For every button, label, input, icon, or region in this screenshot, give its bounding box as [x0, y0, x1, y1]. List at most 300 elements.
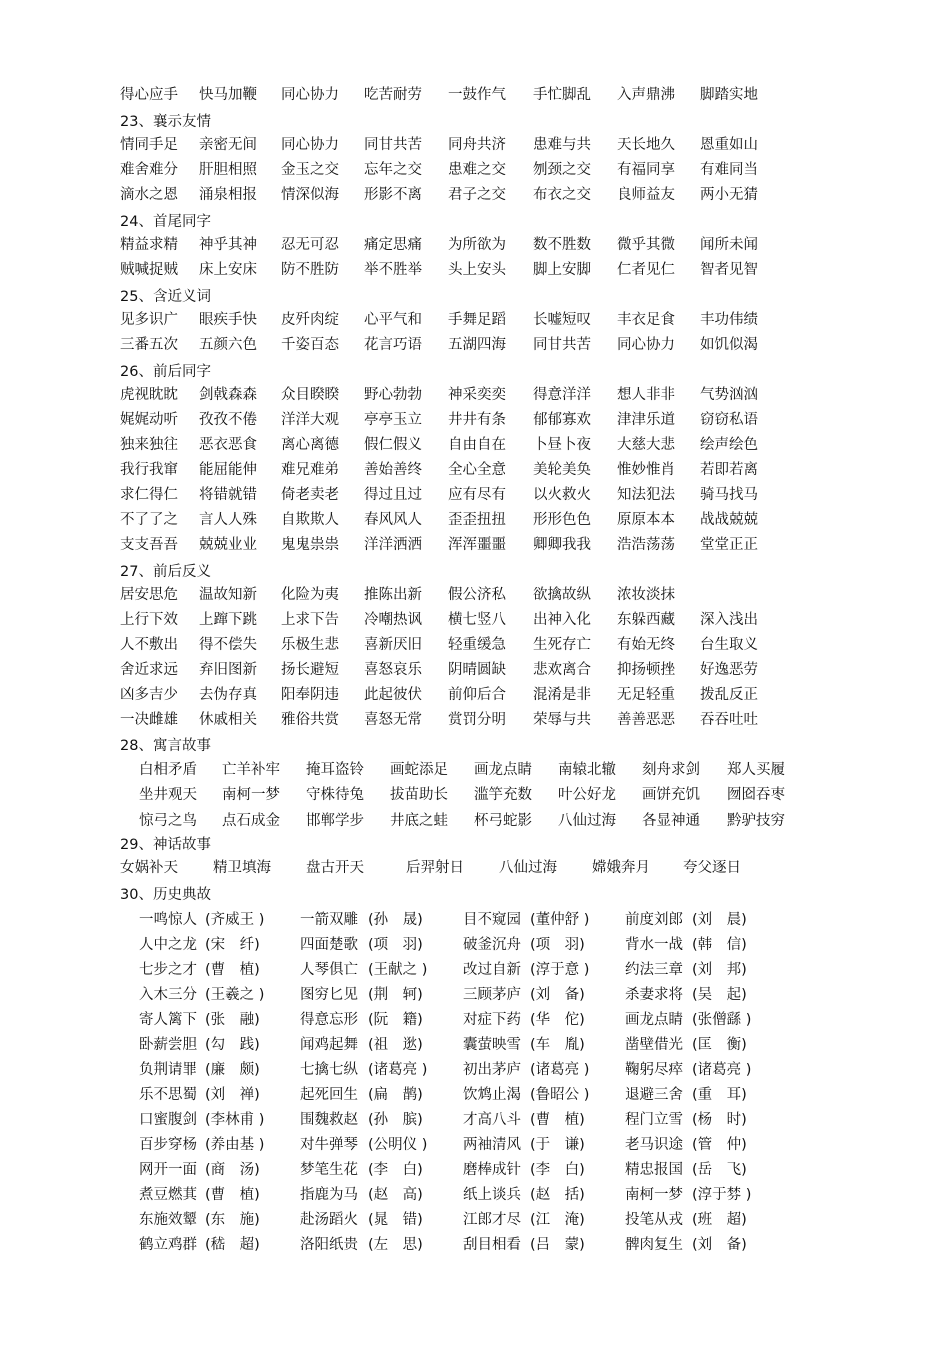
idiom-row: [0, 184, 950, 206]
historical-figure: (宋 纤): [205, 937, 260, 953]
idiom-item: 应有尽有: [448, 487, 506, 503]
idiom-item: 花言巧语: [364, 337, 422, 353]
idiom-item: 以火救火: [533, 487, 591, 503]
idiom-item: 手忙脚乱: [533, 87, 591, 103]
idiom-item: 口蜜腹剑: [139, 1112, 197, 1128]
idiom-item: 围魏救赵: [300, 1112, 358, 1128]
idiom-item: 杀妻求将: [625, 987, 683, 1003]
idiom-item: 欲擒故纵: [533, 587, 591, 603]
idiom-row: [0, 459, 950, 481]
idiom-item: 恩重如山: [700, 137, 758, 153]
idiom-item: 头上安头: [448, 262, 506, 278]
idiom-row: [0, 259, 950, 281]
historical-figure: (诸葛亮 ): [530, 1062, 590, 1078]
historical-figure: (吕 蒙): [530, 1237, 585, 1253]
idiom-item: 离心离德: [281, 437, 339, 453]
idiom-item: 忘年之交: [364, 162, 422, 178]
idiom-item: 入声鼎沸: [617, 87, 675, 103]
idiom-item: 天长地久: [617, 137, 675, 153]
idiom-item: 两袖清风: [463, 1137, 521, 1153]
idiom-row: [0, 309, 950, 331]
historical-figure: (赵 括): [530, 1187, 585, 1203]
idiom-item: 画龙点睛: [474, 762, 532, 778]
idiom-item: 如饥似渴: [700, 337, 758, 353]
historical-figure: (吴 起): [692, 987, 747, 1003]
idiom-item: 纸上谈兵: [463, 1187, 521, 1203]
idiom-item: 南柯一梦: [222, 787, 280, 803]
idiom-item: 美轮美奂: [533, 462, 591, 478]
idiom-item: 吞吞吐吐: [700, 712, 758, 728]
idiom-item: 初出茅庐: [463, 1062, 521, 1078]
idiom-item: 数不胜数: [533, 237, 591, 253]
idiom-item: 赏罚分明: [448, 712, 506, 728]
idiom-item: 求仁得仁: [120, 487, 178, 503]
idiom-item: 窃窃私语: [700, 412, 758, 428]
idiom-item: 阴晴圆缺: [448, 662, 506, 678]
idiom-item: 一箭双雕: [300, 912, 358, 928]
idiom-item: 井井有条: [448, 412, 506, 428]
idiom-item: 我行我窜: [120, 462, 178, 478]
idiom-item: 骑马找马: [700, 487, 758, 503]
idiom-item: 难兄难弟: [281, 462, 339, 478]
historical-figure: (商 汤): [205, 1162, 260, 1178]
idiom-item: 丰衣足食: [617, 312, 675, 328]
idiom-item: 微乎其微: [617, 237, 675, 253]
historical-figure: (孙 膑): [368, 1112, 423, 1128]
idiom-item: 荣辱与共: [533, 712, 591, 728]
idiom-item: 画蛇添足: [390, 762, 448, 778]
idiom-item: 白相矛盾: [139, 762, 197, 778]
idiom-item: 入木三分: [139, 987, 197, 1003]
idiom-item: 前度刘郎: [625, 912, 683, 928]
idiom-item: 喜新厌旧: [364, 637, 422, 653]
historical-figure: (嵇 超): [205, 1237, 260, 1253]
historical-figure: (刘 晨): [692, 912, 747, 928]
idiom-item: 横七竖八: [448, 612, 506, 628]
idiom-item: 五湖四海: [448, 337, 506, 353]
historical-figure: (于 谦): [530, 1137, 585, 1153]
idiom-item: 手舞足蹈: [448, 312, 506, 328]
idiom-item: 浓妆淡抹: [617, 587, 675, 603]
idiom-item: 不了了之: [120, 512, 178, 528]
idiom-item: 形形色色: [533, 512, 591, 528]
idiom-item: 磨棒成针: [463, 1162, 521, 1178]
idiom-row: [0, 384, 950, 406]
idiom-item: 叶公好龙: [558, 787, 616, 803]
idiom-item: 邯郸学步: [306, 813, 364, 829]
idiom-item: 金玉之交: [281, 162, 339, 178]
idiom-item: 同心协力: [281, 137, 339, 153]
idiom-item: 七擒七纵: [300, 1062, 358, 1078]
idiom-item: 床上安床: [199, 262, 257, 278]
historical-figure: (车 胤): [530, 1037, 585, 1053]
historical-figure: (公明仪 ): [368, 1137, 428, 1153]
idiom-item: 刻舟求剑: [642, 762, 700, 778]
idiom-item: 言人人殊: [199, 512, 257, 528]
idiom-item: 喜怒哀乐: [364, 662, 422, 678]
idiom-item: 得过且过: [364, 487, 422, 503]
idiom-item: 惊弓之鸟: [139, 813, 197, 829]
idiom-item: 支支吾吾: [120, 537, 178, 553]
historical-figure: (淳于棼 ): [692, 1187, 752, 1203]
idiom-item: 雅俗共赏: [281, 712, 339, 728]
idiom-item: 阳奉阴违: [281, 687, 339, 703]
idiom-item: 杯弓蛇影: [474, 813, 532, 829]
idiom-item: 舍近求远: [120, 662, 178, 678]
historical-figure: (淳于意 ): [530, 962, 590, 978]
idiom-item: 才高八斗: [463, 1112, 521, 1128]
idiom-item: 同甘共苦: [533, 337, 591, 353]
idiom-item: 人中之龙: [139, 937, 197, 953]
idiom-item: 画饼充饥: [642, 787, 700, 803]
idiom-item: 居安思危: [120, 587, 178, 603]
historical-figure: (左 思): [368, 1237, 423, 1253]
idiom-item: 患难之交: [448, 162, 506, 178]
idiom-item: 喜怒无常: [364, 712, 422, 728]
idiom-item: 化险为夷: [281, 587, 339, 603]
idiom-item: 卜昼卜夜: [533, 437, 591, 453]
idiom-item: 有难同当: [700, 162, 758, 178]
idiom-item: 神乎其神: [199, 237, 257, 253]
idiom-item: 举不胜举: [364, 262, 422, 278]
idiom-item: 女娲补天: [120, 860, 178, 876]
idiom-item: 扬长避短: [281, 662, 339, 678]
idiom-item: 能屈能伸: [199, 462, 257, 478]
idiom-item: 夸父逐日: [683, 860, 741, 876]
idiom-item: 卧薪尝胆: [139, 1037, 197, 1053]
idiom-item: 嫦娥奔月: [592, 860, 650, 876]
idiom-item: 心平气和: [364, 312, 422, 328]
idiom-item: 五颜六色: [199, 337, 257, 353]
idiom-item: 神采奕奕: [448, 387, 506, 403]
idiom-item: 画龙点睛: [625, 1012, 683, 1028]
idiom-item: 津津乐道: [617, 412, 675, 428]
idiom-item: 三番五次: [120, 337, 178, 353]
idiom-row: [0, 684, 950, 706]
idiom-item: 全心全意: [448, 462, 506, 478]
idiom-item: 洋洋洒洒: [364, 537, 422, 553]
idiom-item: 亡羊补牢: [222, 762, 280, 778]
historical-figure: (廉 颇): [205, 1062, 260, 1078]
idiom-item: 改过自新: [463, 962, 521, 978]
idiom-item: 同心协力: [281, 87, 339, 103]
idiom-item: 精卫填海: [213, 860, 271, 876]
idiom-row: [0, 409, 950, 431]
idiom-item: 将错就错: [199, 487, 257, 503]
idiom-item: 破釜沉舟: [463, 937, 521, 953]
idiom-item: 拔苗助长: [390, 787, 448, 803]
idiom-item: 弃旧图新: [199, 662, 257, 678]
idiom-item: 惟妙惟肖: [617, 462, 675, 478]
idiom-item: 投笔从戎: [625, 1212, 683, 1228]
idiom-item: 程门立雪: [625, 1112, 683, 1128]
idiom-item: 拨乱反正: [700, 687, 758, 703]
idiom-item: 难舍难分: [120, 162, 178, 178]
idiom-item: 形影不离: [364, 187, 422, 203]
historical-figure: (班 超): [692, 1212, 747, 1228]
idiom-item: 目不窥园: [463, 912, 521, 928]
history-row: [0, 934, 950, 956]
idiom-item: 网开一面: [139, 1162, 197, 1178]
idiom-item: 东施效颦: [139, 1212, 197, 1228]
idiom-item: 倚老卖老: [281, 487, 339, 503]
idiom-item: 轻重缓急: [448, 637, 506, 653]
idiom-row: [0, 84, 950, 106]
idiom-item: 八仙过海: [558, 813, 616, 829]
idiom-item: 赴汤蹈火: [300, 1212, 358, 1228]
idiom-row: [0, 709, 950, 731]
history-row: [0, 1134, 950, 1156]
idiom-item: 生死存亡: [533, 637, 591, 653]
history-row: [0, 1159, 950, 1181]
historical-figure: (阮 籍): [368, 1012, 423, 1028]
idiom-item: 梦笔生花: [300, 1162, 358, 1178]
historical-figure: (诸葛亮 ): [692, 1062, 752, 1078]
idiom-item: 混淆是非: [533, 687, 591, 703]
idiom-item: 台生取义: [700, 637, 758, 653]
idiom-item: 得不偿失: [199, 637, 257, 653]
idiom-row: [0, 810, 950, 832]
idiom-row: [0, 584, 950, 606]
idiom-item: 井底之蛙: [390, 813, 448, 829]
history-row: [0, 909, 950, 931]
idiom-item: 南柯一梦: [625, 1187, 683, 1203]
idiom-row: [0, 534, 950, 556]
idiom-item: 布衣之交: [533, 187, 591, 203]
historical-figure: (华 佗): [530, 1012, 585, 1028]
historical-figure: (刘 备): [530, 987, 585, 1003]
history-row: [0, 1059, 950, 1081]
idiom-item: 智者见智: [700, 262, 758, 278]
historical-figure: (李 白): [530, 1162, 585, 1178]
history-row: [0, 1084, 950, 1106]
idiom-item: 精益求精: [120, 237, 178, 253]
history-row: [0, 1209, 950, 1231]
idiom-item: 同舟共济: [448, 137, 506, 153]
idiom-item: 刮目相看: [463, 1237, 521, 1253]
historical-figure: (扁 鹊): [368, 1087, 423, 1103]
idiom-item: 大慈大悲: [617, 437, 675, 453]
idiom-item: 丰功伟绩: [700, 312, 758, 328]
idiom-row: [0, 609, 950, 631]
idiom-item: 自欺欺人: [281, 512, 339, 528]
idiom-item: 两小无猜: [700, 187, 758, 203]
idiom-item: 守株待兔: [306, 787, 364, 803]
history-row: [0, 1234, 950, 1256]
idiom-item: 亭亭玉立: [364, 412, 422, 428]
historical-figure: (江 淹): [530, 1212, 585, 1228]
idiom-item: 百步穿杨: [139, 1137, 197, 1153]
idiom-item: 情同手足: [120, 137, 178, 153]
idiom-item: 同心协力: [617, 337, 675, 353]
idiom-item: 战战兢兢: [700, 512, 758, 528]
idiom-item: 滴水之恩: [120, 187, 178, 203]
idiom-item: 滥竽充数: [474, 787, 532, 803]
idiom-item: 负荆请罪: [139, 1062, 197, 1078]
history-row: [0, 1034, 950, 1056]
history-row: [0, 1109, 950, 1131]
idiom-item: 千姿百态: [281, 337, 339, 353]
idiom-item: 孜孜不倦: [199, 412, 257, 428]
idiom-item: 起死回生: [300, 1087, 358, 1103]
idiom-item: 八仙过海: [499, 860, 557, 876]
idiom-item: 防不胜防: [281, 262, 339, 278]
historical-figure: (荆 轲): [368, 987, 423, 1003]
idiom-item: 知法犯法: [617, 487, 675, 503]
idiom-item: 深入浅出: [700, 612, 758, 628]
section-heading: 27、前后反义: [120, 564, 211, 580]
idiom-item: 兢兢业业: [199, 537, 257, 553]
idiom-item: 歪歪扭扭: [448, 512, 506, 528]
idiom-item: 寄人篱下: [139, 1012, 197, 1028]
idiom-item: 痛定思痛: [364, 237, 422, 253]
history-row: [0, 1009, 950, 1031]
idiom-item: 上蹿下跳: [199, 612, 257, 628]
idiom-item: 髀肉复生: [625, 1237, 683, 1253]
idiom-item: 脚踏实地: [700, 87, 758, 103]
idiom-item: 去伪存真: [199, 687, 257, 703]
idiom-item: 悲欢离合: [533, 662, 591, 678]
idiom-item: 无足轻重: [617, 687, 675, 703]
historical-figure: (勾 践): [205, 1037, 260, 1053]
idiom-item: 绘声绘色: [700, 437, 758, 453]
idiom-item: 有始无终: [617, 637, 675, 653]
historical-figure: (刘 备): [692, 1237, 747, 1253]
idiom-item: 独来独往: [120, 437, 178, 453]
idiom-item: 凶多吉少: [120, 687, 178, 703]
idiom-item: 江郎才尽: [463, 1212, 521, 1228]
idiom-item: 鞠躬尽瘁: [625, 1062, 683, 1078]
idiom-item: 洋洋大观: [281, 412, 339, 428]
idiom-item: 气势汹汹: [700, 387, 758, 403]
idiom-row: [0, 484, 950, 506]
idiom-item: 鹤立鸡群: [139, 1237, 197, 1253]
idiom-item: 肝胆相照: [199, 162, 257, 178]
idiom-item: 乐极生悲: [281, 637, 339, 653]
section-heading: 25、含近义词: [120, 289, 211, 305]
historical-figure: (张僧繇 ): [692, 1012, 752, 1028]
idiom-item: 春风风人: [364, 512, 422, 528]
section-heading: 24、首尾同字: [120, 214, 211, 230]
historical-figure: (管 仲): [692, 1137, 747, 1153]
historical-figure: (曹 植): [530, 1112, 585, 1128]
idiom-item: 虎视眈眈: [120, 387, 178, 403]
idiom-item: 娓娓动听: [120, 412, 178, 428]
idiom-item: 背水一战: [625, 937, 683, 953]
idiom-item: 自由自在: [448, 437, 506, 453]
idiom-item: 掩耳盗铃: [306, 762, 364, 778]
idiom-item: 东躲西藏: [617, 612, 675, 628]
idiom-item: 七步之才: [139, 962, 197, 978]
idiom-item: 同甘共苦: [364, 137, 422, 153]
section-heading: 29、神话故事: [120, 837, 211, 853]
idiom-item: 冷嘲热讽: [364, 612, 422, 628]
idiom-item: 对牛弹琴: [300, 1137, 358, 1153]
idiom-item: 野心勃勃: [364, 387, 422, 403]
idiom-item: 众目睽睽: [281, 387, 339, 403]
idiom-item: 贼喊捉贼: [120, 262, 178, 278]
idiom-item: 皮歼肉绽: [281, 312, 339, 328]
idiom-item: 坐井观天: [139, 787, 197, 803]
idiom-item: 一决雌雄: [120, 712, 178, 728]
historical-figure: (曹 植): [205, 1187, 260, 1203]
idiom-item: 善善恶恶: [617, 712, 675, 728]
idiom-item: 忍无可忍: [281, 237, 339, 253]
historical-figure: (张 融): [205, 1012, 260, 1028]
section-heading: 28、寓言故事: [120, 738, 211, 754]
idiom-item: 上求下告: [281, 612, 339, 628]
historical-figure: (刘 禅): [205, 1087, 260, 1103]
historical-figure: (李林甫 ): [205, 1112, 265, 1128]
idiom-item: 囫囵吞枣: [727, 787, 785, 803]
idiom-item: 长嘘短叹: [533, 312, 591, 328]
idiom-row: [0, 159, 950, 181]
idiom-item: 若即若离: [700, 462, 758, 478]
idiom-item: 饮鸩止渴: [463, 1087, 521, 1103]
idiom-item: 郑人买履: [727, 762, 785, 778]
idiom-item: 囊萤映雪: [463, 1037, 521, 1053]
idiom-item: 休戚相关: [199, 712, 257, 728]
idiom-item: 四面楚歌: [300, 937, 358, 953]
idiom-row: [0, 784, 950, 806]
history-row: [0, 984, 950, 1006]
idiom-item: 一鸣惊人: [139, 912, 197, 928]
idiom-item: 有福同享: [617, 162, 675, 178]
idiom-item: 凿壁借光: [625, 1037, 683, 1053]
section-heading: 30、历史典故: [120, 887, 211, 903]
idiom-item: 闻鸡起舞: [300, 1037, 358, 1053]
idiom-item: 洛阳纸贵: [300, 1237, 358, 1253]
idiom-item: 情深似海: [281, 187, 339, 203]
idiom-item: 假公济私: [448, 587, 506, 603]
idiom-item: 上行下效: [120, 612, 178, 628]
idiom-item: 退避三舍: [625, 1087, 683, 1103]
idiom-row: [0, 857, 950, 879]
idiom-item: 脚上安脚: [533, 262, 591, 278]
historical-figure: (项 羽): [368, 937, 423, 953]
idiom-row: [0, 234, 950, 256]
idiom-item: 各显神通: [642, 813, 700, 829]
idiom-item: 涌泉相报: [199, 187, 257, 203]
idiom-item: 得意洋洋: [533, 387, 591, 403]
idiom-item: 得心应手: [120, 87, 178, 103]
idiom-item: 浩浩荡荡: [617, 537, 675, 553]
idiom-item: 约法三章: [625, 962, 683, 978]
idiom-item: 刎颈之交: [533, 162, 591, 178]
historical-figure: (曹 植): [205, 962, 260, 978]
historical-figure: (诸葛亮 ): [368, 1062, 428, 1078]
idiom-item: 鬼鬼祟祟: [281, 537, 339, 553]
idiom-item: 出神入化: [533, 612, 591, 628]
idiom-item: 推陈出新: [364, 587, 422, 603]
idiom-item: 眼疾手快: [199, 312, 257, 328]
idiom-item: 一鼓作气: [448, 87, 506, 103]
historical-figure: (项 羽): [530, 937, 585, 953]
idiom-item: 患难与共: [533, 137, 591, 153]
idiom-row: [0, 434, 950, 456]
idiom-item: 后羿射日: [406, 860, 464, 876]
idiom-item: 点石成金: [222, 813, 280, 829]
idiom-item: 抑扬顿挫: [617, 662, 675, 678]
historical-figure: (晁 错): [368, 1212, 423, 1228]
idiom-row: [0, 659, 950, 681]
historical-figure: (王献之 ): [368, 962, 428, 978]
historical-figure: (董仲舒 ): [530, 912, 590, 928]
historical-figure: (匡 衡): [692, 1037, 747, 1053]
idiom-item: 假仁假义: [364, 437, 422, 453]
idiom-item: 仁者见仁: [617, 262, 675, 278]
idiom-item: 剑戟森森: [199, 387, 257, 403]
